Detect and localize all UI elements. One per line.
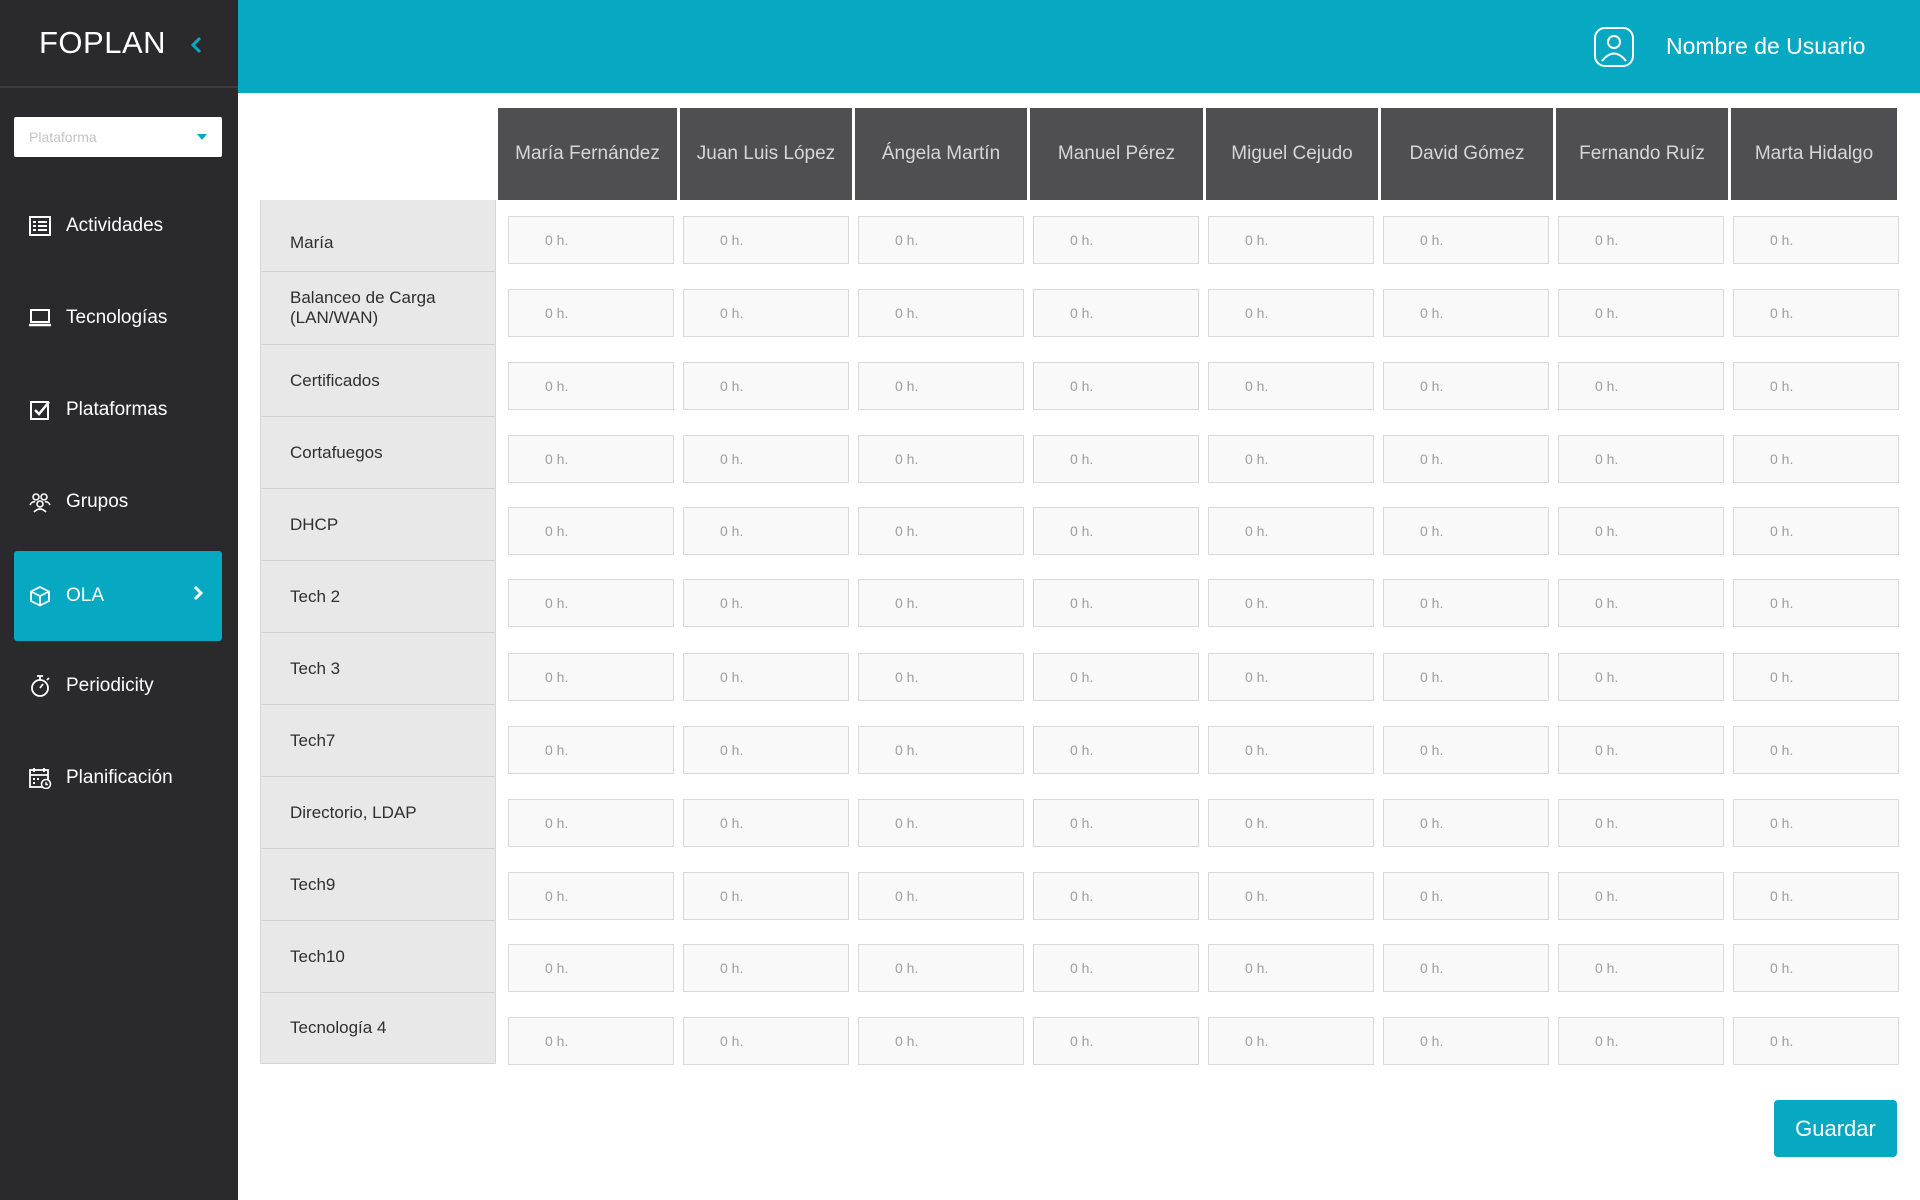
hours-input[interactable] <box>1383 362 1549 410</box>
caret-down-icon <box>197 134 207 140</box>
column-header: Manuel Pérez <box>1030 108 1203 200</box>
hours-input[interactable] <box>683 435 849 483</box>
hours-input[interactable] <box>508 872 674 920</box>
platform-select-placeholder: Plataforma <box>29 129 97 145</box>
hours-input[interactable] <box>683 579 849 627</box>
brand-bar <box>0 0 238 88</box>
hours-input[interactable] <box>1208 944 1374 992</box>
hours-input[interactable] <box>1733 1017 1899 1065</box>
hours-input[interactable] <box>508 579 674 627</box>
save-button[interactable]: Guardar <box>1774 1100 1897 1157</box>
top-header <box>238 0 1920 93</box>
hours-input[interactable] <box>1033 579 1199 627</box>
hours-input[interactable] <box>508 1017 674 1065</box>
hours-input[interactable] <box>508 216 674 264</box>
hours-input[interactable] <box>1733 653 1899 701</box>
hours-input[interactable] <box>1558 579 1724 627</box>
hours-input[interactable] <box>858 216 1024 264</box>
hours-input[interactable] <box>858 362 1024 410</box>
list-icon <box>28 214 52 238</box>
hours-input[interactable] <box>508 289 674 337</box>
column-header: Miguel Cejudo <box>1206 108 1378 200</box>
hours-input[interactable] <box>1383 726 1549 774</box>
hours-input[interactable] <box>508 726 674 774</box>
user-avatar-icon[interactable] <box>1593 26 1635 68</box>
sidebar-item-label: Periodicity <box>66 675 154 696</box>
hours-input[interactable] <box>858 435 1024 483</box>
hours-input[interactable] <box>1208 799 1374 847</box>
box-icon <box>28 584 52 608</box>
hours-input[interactable] <box>1383 579 1549 627</box>
hours-input[interactable] <box>858 944 1024 992</box>
calendar-icon <box>28 766 52 790</box>
sidebar-item-planificacion[interactable] <box>14 733 222 823</box>
hours-input[interactable] <box>1383 507 1549 555</box>
row-label: Tech7 <box>260 705 496 777</box>
hours-input[interactable] <box>508 944 674 992</box>
hours-input[interactable] <box>1733 216 1899 264</box>
hours-input[interactable] <box>1558 216 1724 264</box>
hours-input[interactable] <box>1208 362 1374 410</box>
hours-input[interactable] <box>1033 507 1199 555</box>
hours-input[interactable] <box>858 507 1024 555</box>
row-label: Tech10 <box>260 921 496 993</box>
sidebar-item-label: Plataformas <box>66 399 168 420</box>
hours-input[interactable] <box>683 362 849 410</box>
sidebar-item-label: Planificación <box>66 767 173 788</box>
hours-input[interactable] <box>1383 216 1549 264</box>
hours-input[interactable] <box>508 507 674 555</box>
column-header: Juan Luis López <box>680 108 852 200</box>
hours-input[interactable] <box>1033 1017 1199 1065</box>
hours-input[interactable] <box>683 1017 849 1065</box>
hours-input[interactable] <box>683 653 849 701</box>
hours-input[interactable] <box>1208 579 1374 627</box>
row-label: Directorio, LDAP <box>260 777 496 849</box>
platform-select[interactable] <box>14 117 222 157</box>
hours-input[interactable] <box>1383 435 1549 483</box>
hours-input[interactable] <box>1733 289 1899 337</box>
hours-input[interactable] <box>683 289 849 337</box>
hours-input[interactable] <box>1208 1017 1374 1065</box>
hours-input[interactable] <box>1558 1017 1724 1065</box>
hours-input[interactable] <box>1558 944 1724 992</box>
row-label: Tecnología 4 <box>260 993 496 1064</box>
hours-input[interactable] <box>1208 872 1374 920</box>
row-label: Tech9 <box>260 849 496 921</box>
app-title: FOPLAN <box>39 25 167 60</box>
sidebar-item-plataformas[interactable] <box>14 365 222 455</box>
hours-input[interactable] <box>683 799 849 847</box>
row-label: DHCP <box>260 489 496 561</box>
hours-input[interactable] <box>1383 944 1549 992</box>
hours-input[interactable] <box>1558 507 1724 555</box>
hours-input[interactable] <box>1733 872 1899 920</box>
hours-input[interactable] <box>1733 435 1899 483</box>
hours-input[interactable] <box>1733 944 1899 992</box>
hours-input[interactable] <box>1208 726 1374 774</box>
hours-input[interactable] <box>858 726 1024 774</box>
row-label: Certificados <box>260 345 496 417</box>
column-header: María Fernández <box>498 108 677 200</box>
row-label: Tech 3 <box>260 633 496 705</box>
sidebar-item-tecnologias[interactable] <box>14 273 222 363</box>
sidebar-item-label: OLA <box>66 585 105 606</box>
hours-input[interactable] <box>1033 362 1199 410</box>
hours-input[interactable] <box>1033 435 1199 483</box>
sidebar-item-label: Tecnologías <box>66 307 168 328</box>
hours-input[interactable] <box>858 799 1024 847</box>
hours-input[interactable] <box>508 362 674 410</box>
hours-input[interactable] <box>683 726 849 774</box>
hours-input[interactable] <box>508 653 674 701</box>
hours-input[interactable] <box>1208 216 1374 264</box>
group-icon <box>28 490 52 514</box>
hours-input[interactable] <box>1208 507 1374 555</box>
hours-input[interactable] <box>1383 289 1549 337</box>
row-label: María <box>260 200 496 272</box>
row-label: Cortafuegos <box>260 417 496 489</box>
column-header: Marta Hidalgo <box>1731 108 1897 200</box>
hours-input[interactable] <box>1733 579 1899 627</box>
collapse-sidebar-button[interactable] <box>184 30 208 60</box>
hours-input[interactable] <box>1033 799 1199 847</box>
sidebar-item-periodicity[interactable] <box>14 641 222 731</box>
hours-input[interactable] <box>683 872 849 920</box>
hours-input[interactable] <box>1558 653 1724 701</box>
sidebar-item-label: Actividades <box>66 215 164 236</box>
sidebar <box>0 0 238 1200</box>
hours-input[interactable] <box>1383 1017 1549 1065</box>
hours-input[interactable] <box>1208 435 1374 483</box>
hours-input[interactable] <box>1558 726 1724 774</box>
hours-input[interactable] <box>1383 653 1549 701</box>
hours-input[interactable] <box>1033 872 1199 920</box>
chevron-right-icon <box>192 584 204 608</box>
sidebar-item-actividades[interactable] <box>14 181 222 271</box>
hours-input[interactable] <box>1033 726 1199 774</box>
hours-input[interactable] <box>683 507 849 555</box>
hours-input[interactable] <box>1558 362 1724 410</box>
hours-input[interactable] <box>1033 216 1199 264</box>
laptop-icon <box>28 306 52 330</box>
column-header: Fernando Ruíz <box>1556 108 1728 200</box>
hours-input[interactable] <box>683 216 849 264</box>
checkbox-icon <box>28 398 52 422</box>
hours-input[interactable] <box>1033 289 1199 337</box>
hours-input[interactable] <box>508 435 674 483</box>
hours-input[interactable] <box>1208 289 1374 337</box>
hours-input[interactable] <box>1033 653 1199 701</box>
hours-input[interactable] <box>1558 435 1724 483</box>
column-header: David Gómez <box>1381 108 1553 200</box>
hours-input[interactable] <box>1383 799 1549 847</box>
hours-input[interactable] <box>1383 872 1549 920</box>
user-name[interactable]: Nombre de Usuario <box>1666 33 1866 59</box>
hours-input[interactable] <box>1733 507 1899 555</box>
hours-input[interactable] <box>1733 362 1899 410</box>
sidebar-item-label: Grupos <box>66 491 129 512</box>
chevron-left-icon <box>189 35 203 55</box>
column-header: Ángela Martín <box>855 108 1027 200</box>
hours-input[interactable] <box>858 872 1024 920</box>
hours-input[interactable] <box>1033 944 1199 992</box>
hours-input[interactable] <box>508 799 674 847</box>
hours-input[interactable] <box>1558 799 1724 847</box>
hours-input[interactable] <box>1558 289 1724 337</box>
sidebar-item-ola[interactable] <box>14 551 222 641</box>
stopwatch-icon <box>28 674 52 698</box>
hours-input[interactable] <box>683 944 849 992</box>
hours-input[interactable] <box>858 653 1024 701</box>
hours-input[interactable] <box>858 579 1024 627</box>
hours-input[interactable] <box>858 289 1024 337</box>
hours-input[interactable] <box>1733 799 1899 847</box>
hours-input[interactable] <box>1733 726 1899 774</box>
sidebar-item-grupos[interactable] <box>14 457 222 547</box>
row-label: Tech 2 <box>260 561 496 633</box>
hours-input[interactable] <box>858 1017 1024 1065</box>
hours-input[interactable] <box>1208 653 1374 701</box>
row-label: Balanceo de Carga (LAN/WAN) <box>260 272 496 345</box>
hours-input[interactable] <box>1558 872 1724 920</box>
